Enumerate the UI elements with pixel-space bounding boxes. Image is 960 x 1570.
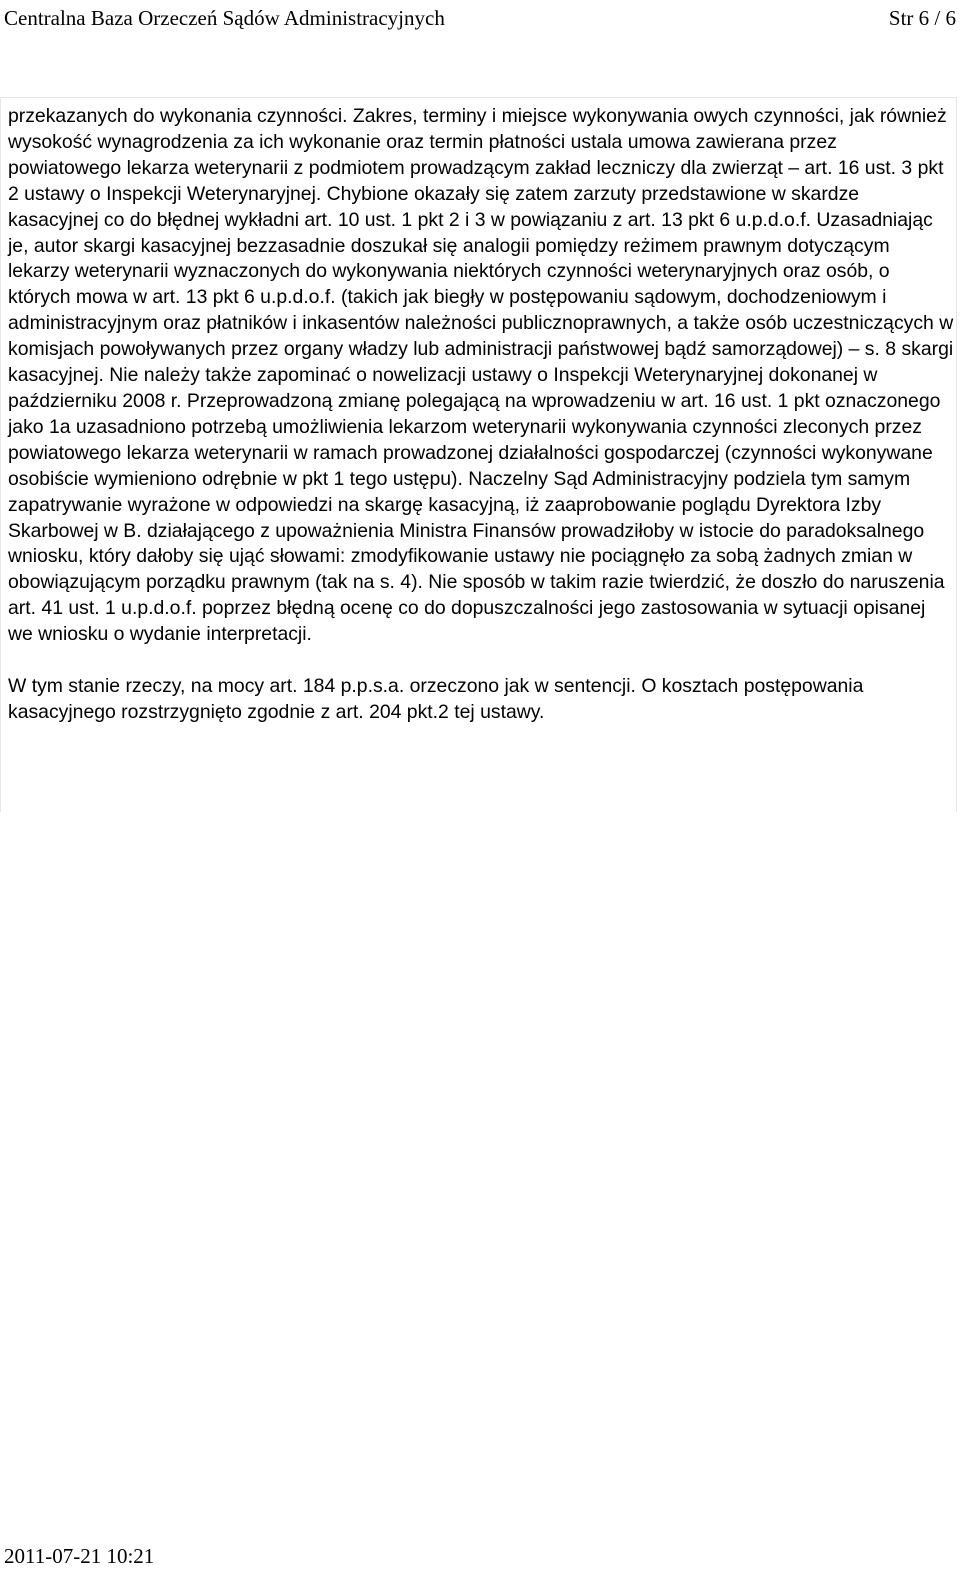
- page-header: [0, 0, 960, 36]
- judgment-text: [8, 104, 954, 726]
- paragraph-conclusion: W tym stanie rzeczy, na mocy art. 184 p.p.s.a. orzeczono jak w sentencji. O kosztach postępowania kasacyjnego rozstrzygnięto zgodnie z art. 204 pkt.2 tej ustawy.: [8, 674, 864, 723]
- paragraph-justification: przekazanych do wykonania czynności. Zakres, terminy i miejsce wykonywania owych czynności, jak również wysokość wynagrodzenia za ich wykonanie oraz termin płatności ustala umowa zawierana przez powiatowego lekarza weterynarii z podmiotem prowadzącym zakład leczniczy dla zwierząt – art. 16 ust. 3 pkt 2 ustawy o Inspekcji Weterynaryjnej. Chybione okazały się zatem zarzuty przedstawione w skardze kasacyjnej co do błędnej wykładni art. 10 ust. 1 pkt 2 i 3 w powiązaniu z art. 13 pkt 6 u.p.d.o.f. Uzasadniając je, autor skargi kasacyjnej bezzasadnie doszukał się analogii pomiędzy reżimem prawnym dotyczącym lekarzy weterynarii wyznaczonych do wykonywania niektórych czynności weterynaryjnych oraz osób, o których mowa w art. 13 pkt 6 u.p.d.o.f. (takich jak biegły w postępowaniu sądowym, dochodzeniowym i administracyjnym oraz płatników i inkasentów należności publicznoprawnych, a także osób uczestniczących w komisjach powoływanych przez organy władzy lub administracji państwowej bądź samorządowej) – s. 8 skargi kasacyjnej. Nie należy także zapominać o nowelizacji ustawy o Inspekcji Weterynaryjnej dokonanej w październiku 2008 r. Przeprowadzoną zmianę polegającą na wprowadzeniu w art. 16 ust. 1 pkt oznaczonego jako 1a uzasadniono potrzebą umożliwienia lekarzom weterynarii wykonywania czynności zleconych przez powiatowego lekarza weterynarii w ramach prowadzonej działalności gospodarczej (czynności wykonywane osobiście wymieniono odrębnie w pkt 1 tego ustępu). Naczelny Sąd Administracyjny podziela tym samym zapatrywanie wyrażone w odpowiedzi na skargę kasacyjną, iż zaaprobowanie poglądu Dyrektora Izby Skarbowej w B. działającego z upoważnienia Ministra Finansów prowadziłoby w istocie do paradoksalnego wniosku, który dałoby się ująć słowami: zmodyfikowanie ustawy nie pociągnęło za sobą żadnych zmian w obowiązującym porządku prawnym (tak na s. 4). Nie sposób w takim razie twierdzić, że doszło do naruszenia art. 41 ust. 1 u.p.d.o.f. poprzez błędną ocenę co do dopuszczalności jego zastosowania w sytuacji opisanej we wniosku o wydanie interpretacji.: [8, 105, 954, 646]
- print-timestamp: 2011-07-21 10:21: [4, 1544, 155, 1568]
- page-number: Str 6 / 6: [888, 6, 956, 30]
- document-title: Centralna Baza Orzeczeń Sądów Administracyjnych: [4, 6, 445, 30]
